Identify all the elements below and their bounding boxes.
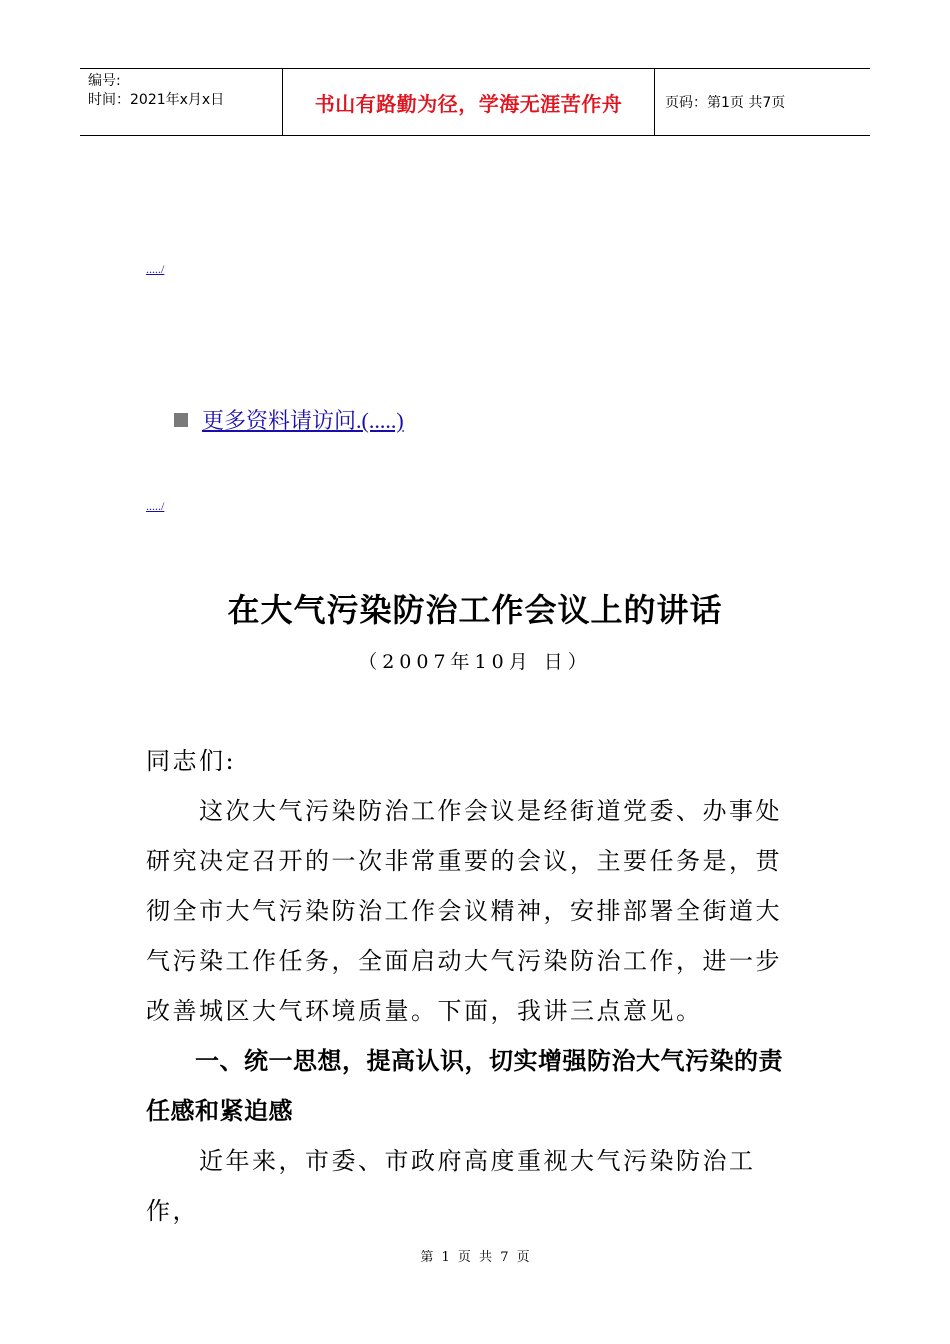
number-label: 编号: [88,73,121,89]
time-label: 时间：2021年x月x日 [88,92,225,108]
section-heading-1: 一、统一思想，提高认识，切实增强防治大气污染的责任感和紧迫感 [146,1047,783,1125]
bullet-line [174,404,404,435]
top-small-link[interactable]: ...../ [146,262,165,276]
more-resources-link[interactable]: 更多资料请访问.(.....) [202,408,404,433]
intro-paragraph: 这次大气污染防治工作会议是经街道党委、办事处研究决定召开的一次非常重要的会议，主要任务是，贯彻全市大气污染防治工作会议精神，安排部署全街道大气污染工作任务，全面启动大气污染防治工作，进一步改善城区大气环境质量。下面，我讲三点意见。 [146,797,782,1025]
page-label: 页码：第1页 共7页 [665,95,786,111]
header-left-cell [80,69,282,135]
header-table [80,68,870,136]
bottom-small-link[interactable]: ...../ [146,499,165,513]
salutation: 同志们: [146,747,237,775]
motto-text: 书山有路勤为径，学海无涯苦作舟 [314,91,623,116]
page-footer: 第 1 页 共 7 页 [420,1250,530,1265]
square-bullet-icon [174,413,188,427]
document-title: 在大气污染防治工作会议上的讲话 [227,591,723,629]
paragraph-1: 近年来，市委、市政府高度重视大气污染防治工作， [146,1147,756,1225]
header-page-cell [655,69,870,135]
header-motto-cell [282,69,655,135]
document-date: （2007年10月 日） [358,651,592,673]
